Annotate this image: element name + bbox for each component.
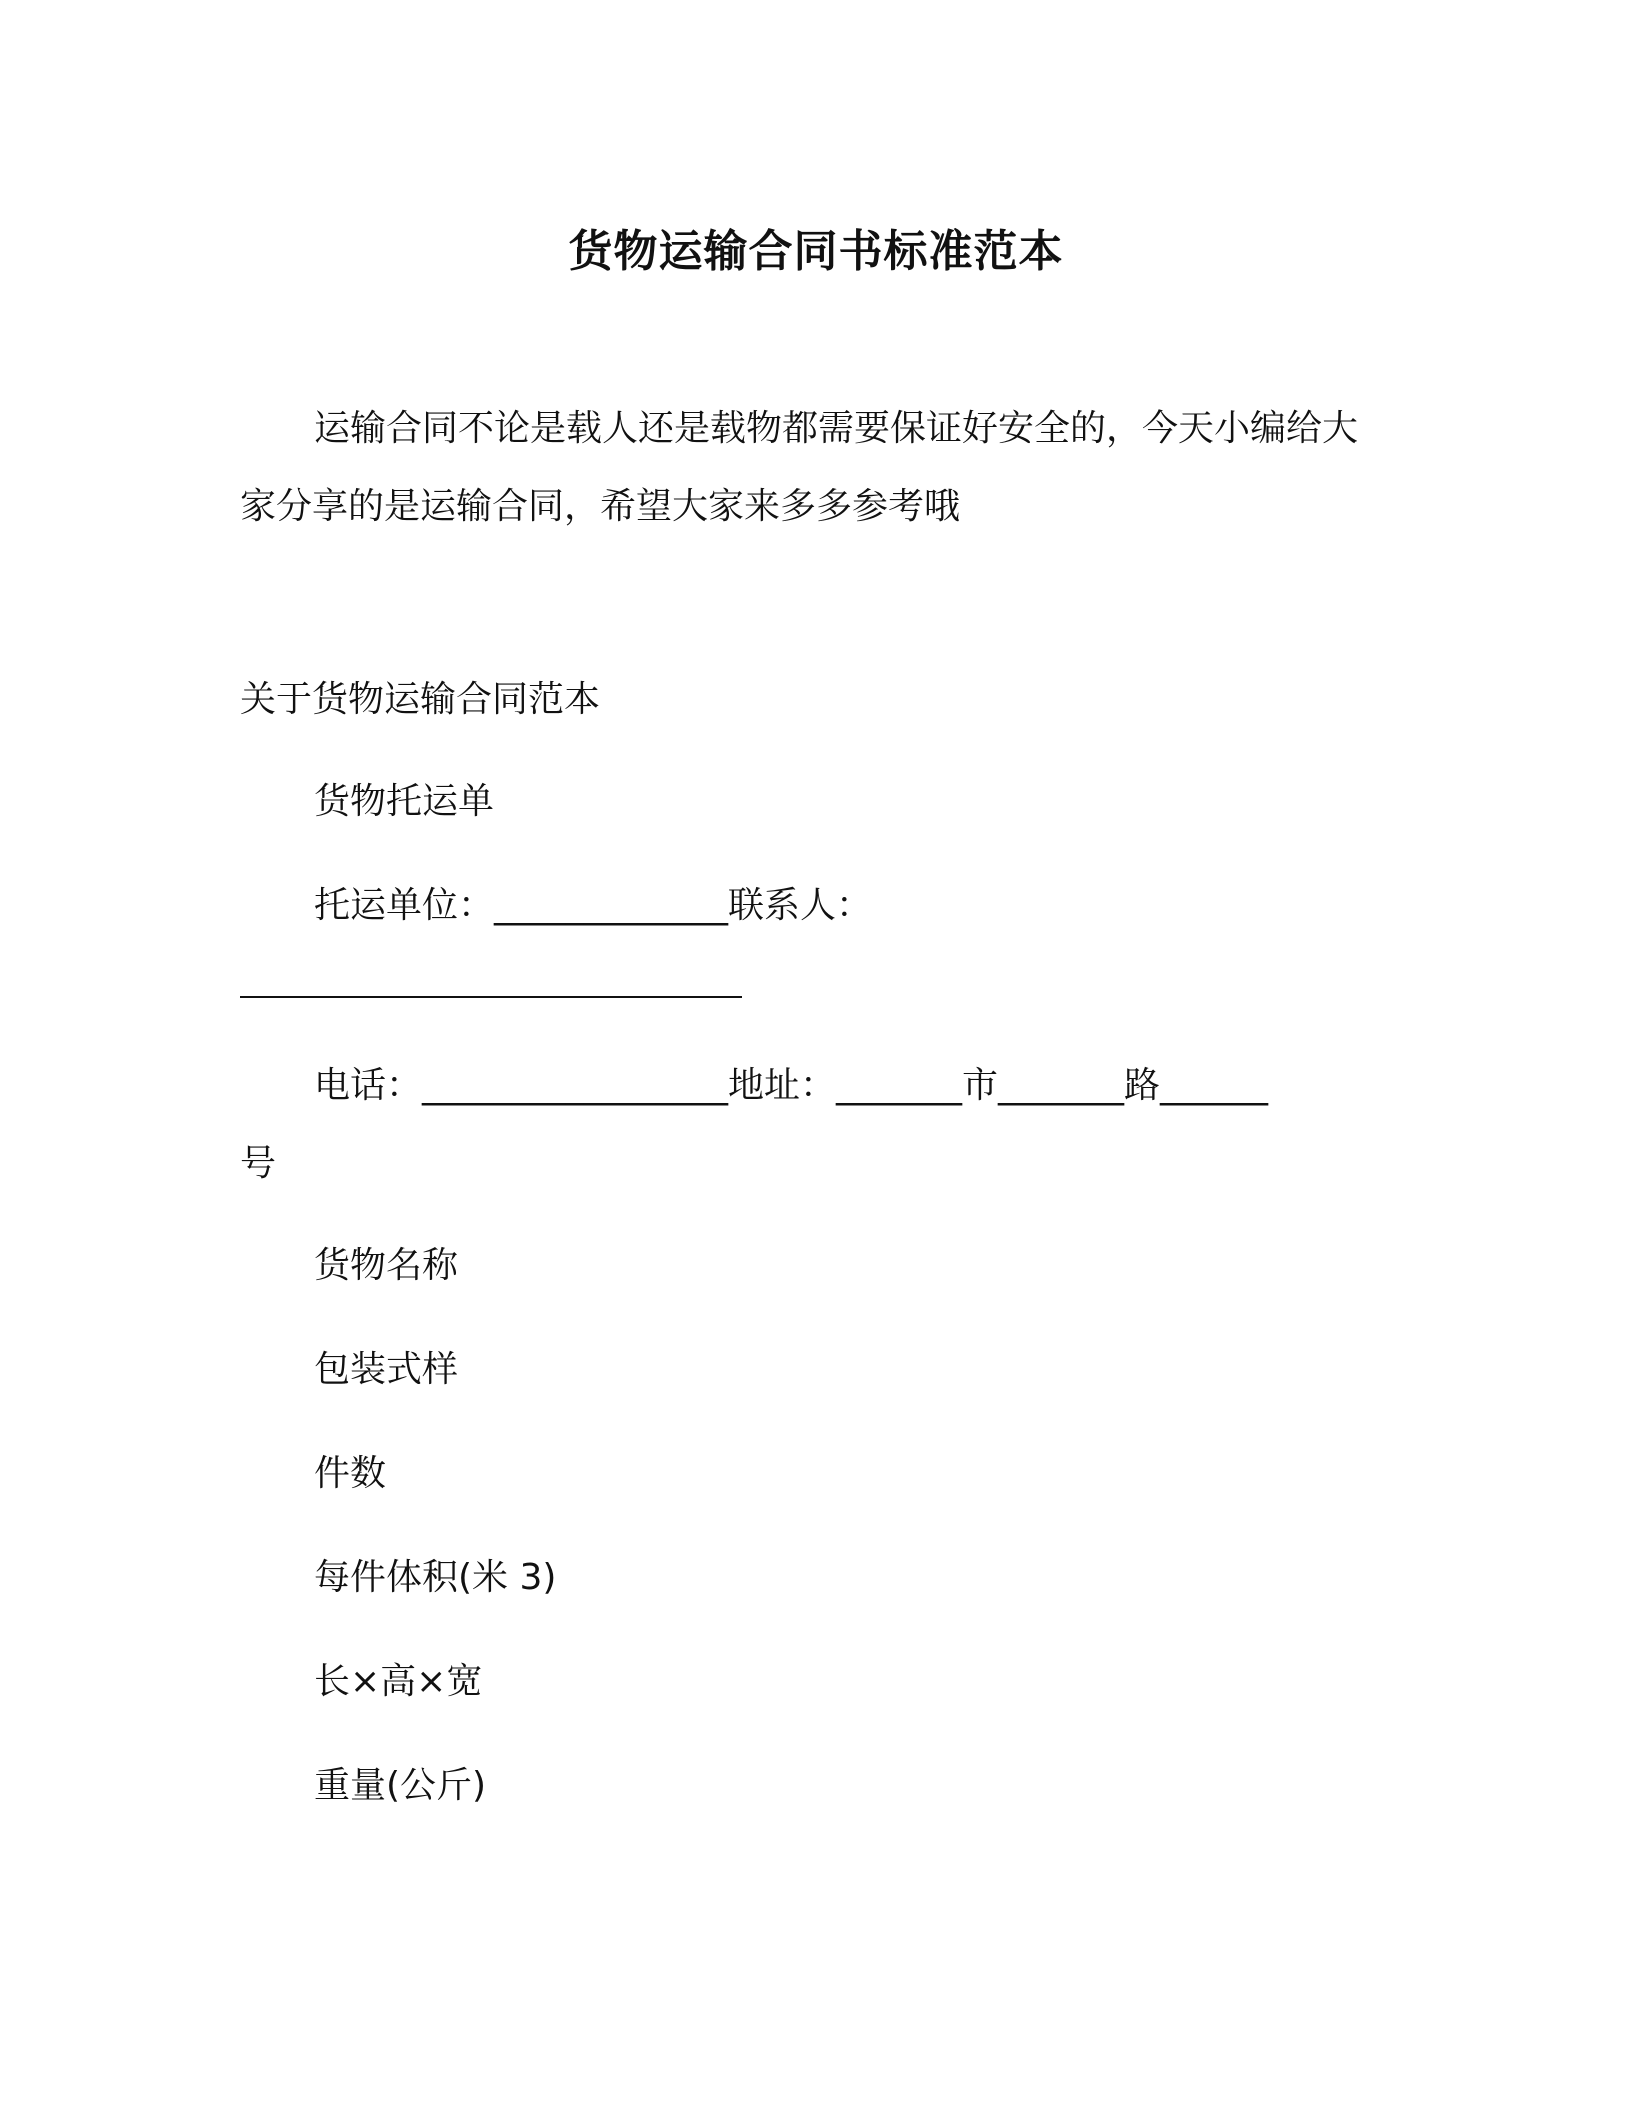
field-pieces: 件数: [314, 1453, 387, 1494]
contact-blank: [240, 956, 742, 998]
phone-address-line: 电话：_________________地址：_______市_______路______: [314, 1065, 1269, 1106]
field-volume: 每件体积(米 3): [314, 1557, 557, 1598]
form-title: 货物托运单: [314, 781, 495, 822]
contact-blank-line: [240, 956, 742, 1013]
shipper-contact-line: 托运单位：_____________联系人：: [314, 885, 873, 926]
field-weight: 重量(公斤): [314, 1765, 487, 1806]
section-heading: 关于货物运输合同范本: [240, 679, 601, 720]
phone-address-line-continued: 号: [240, 1143, 277, 1184]
field-dimensions: 长×高×宽: [314, 1661, 483, 1702]
field-packaging: 包装式样: [314, 1349, 459, 1390]
field-goods-name: 货物名称: [314, 1245, 459, 1286]
document-title: 货物运输合同书标准范本: [568, 226, 1064, 277]
intro-paragraph: 运输合同不论是载人还是载物都需要保证好安全的，今天小编给大家分享的是运输合同，希望大家来多多参考哦: [240, 408, 1359, 527]
